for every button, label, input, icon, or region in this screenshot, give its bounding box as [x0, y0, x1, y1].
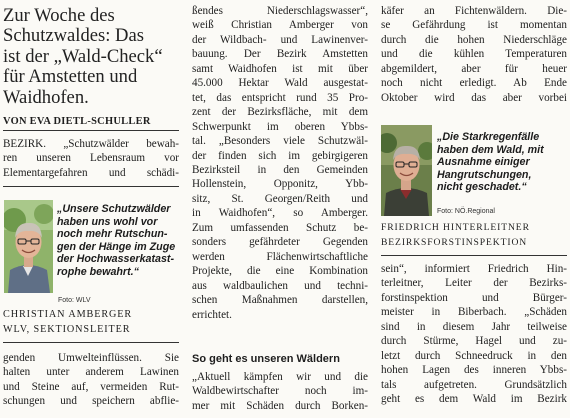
hinterleitner-photo-credit: Foto: NÖ.Regional	[437, 208, 495, 215]
text-line: zent der Bezirksfläche, mit dem	[192, 106, 368, 119]
text-line: errichtet.	[192, 308, 232, 321]
text-line: forstinspektion und Bürger-	[381, 291, 567, 304]
text-line: sind in diesem Jahr teilweise	[381, 320, 567, 333]
quote-line: haben uns wohl vor	[57, 215, 158, 228]
text-line: sitz, St. Georgen/Reith und	[192, 192, 368, 205]
text-line: tals aufgetreten. Grundsätzlich	[381, 378, 567, 391]
text-line: terleitner, Leiter der Bezirks-	[381, 277, 567, 290]
col3-quote-bottom-rule	[381, 255, 567, 256]
text-line: Projekte, die eine Kombination	[192, 265, 368, 278]
text-line: aus waldbaulichen und techni-	[192, 279, 368, 292]
text-line: Zum umfassenden Schutz be-	[192, 221, 368, 234]
text-line: der Wildbach- und Lawinenver-	[192, 33, 368, 46]
text-line: genden Umwelteinflüssen. Sie	[3, 352, 179, 364]
amberger-photo-credit: Foto: WLV	[58, 297, 91, 304]
byline: VON EVA DIETL-SCHULLER	[3, 116, 151, 127]
hinterleitner-quote	[437, 131, 544, 194]
col3-tail	[381, 262, 567, 407]
headline-line: ist der „Wald-Check“	[3, 45, 163, 67]
text-line: sein“, informiert Friedrich Hin-	[381, 263, 567, 275]
text-line: Waldbewirtschafter noch im-	[192, 385, 368, 398]
text-line: geht es dem Wald im Bezirk	[381, 393, 567, 406]
headline-line: für Amstetten und	[3, 66, 138, 88]
text-line: schungen und speichern abflie-	[3, 395, 179, 408]
col2-tail	[192, 370, 368, 413]
headline-line: Zur Woche des	[3, 5, 115, 26]
quote-line: nicht geschadet.“	[437, 181, 527, 193]
headline	[3, 6, 179, 108]
text-line: durch die hohen Niederschläge	[381, 33, 567, 46]
text-line: sonders gefährdeter Gegenden	[192, 236, 368, 249]
text-line: hohen Lagen des inneren Ybbs-	[381, 364, 567, 377]
subhead: So geht es unseren Wäldern	[192, 353, 340, 365]
amberger-photo	[4, 200, 53, 293]
text-line: letzt durch Schneedruck in den	[381, 349, 567, 362]
quote-line: „Unsere Schutzwälder	[57, 203, 171, 215]
col2-main	[192, 4, 368, 322]
hinterleitner-photo	[381, 125, 432, 216]
col1-lead	[3, 137, 179, 180]
text-line: BEZIRK. „Schutzwälder bewah-	[3, 138, 179, 150]
text-line: weiß Christian Amberger von	[192, 19, 368, 32]
caption-name: CHRISTIAN AMBERGER	[3, 309, 133, 320]
quote-line: gen der Hänge im Zuge	[57, 240, 176, 253]
amberger-quote	[57, 203, 175, 278]
quote-line: Hangrutschungen,	[437, 168, 532, 181]
caption-role: WLV, SEKTIONSLEITER	[3, 323, 131, 335]
text-line: schen Maßnahmen darstellen,	[192, 294, 368, 307]
col1-tail	[3, 351, 179, 409]
text-line: mer mit Schäden durch Borken-	[192, 399, 368, 412]
quote-line: haben dem Wald, mit	[437, 143, 544, 156]
text-line: 45.000 Hektar Wald ausgestat-	[192, 77, 368, 90]
text-line: se Gefährdung ist momentan	[381, 19, 567, 32]
text-line: noch nicht erledigt. Ab Ende	[381, 77, 567, 90]
caption-name: FRIEDRICH HINTERLEITNER	[381, 222, 530, 233]
col3-top	[381, 4, 567, 105]
text-line: abgemildert, aber für heuer	[381, 62, 567, 75]
text-line: durch Stürme, Hagel und zu-	[381, 335, 567, 348]
byline-rule	[3, 130, 179, 131]
text-line: „Aktuell kämpfen wir und die	[192, 371, 368, 383]
hinterleitner-caption	[381, 221, 530, 250]
quote-top-rule	[3, 186, 179, 187]
headline-line: Waidhofen.	[3, 86, 89, 108]
text-line: Oktober wird das aber vorbei	[381, 91, 567, 104]
text-line: der finden sich im gebirgigeren	[192, 149, 368, 162]
headline-line: Schutzwaldes: Das	[3, 25, 144, 47]
text-line: Hollenstein, Opponitz, Ybb-	[192, 178, 368, 191]
text-line: tal. „Besonders viele Schutzwäl-	[192, 135, 368, 148]
quote-line: „Die Starkregenfälle	[437, 131, 540, 143]
quote-bottom-rule	[3, 342, 179, 343]
text-line: bauung. Der Bezirk Amstetten	[192, 48, 368, 61]
text-line: ßendes Niederschlagswasser“,	[192, 5, 368, 17]
text-line: samt Waidhofen ist mit über	[192, 62, 368, 75]
quote-line: der Hochwasserkatast-	[57, 253, 175, 265]
text-line: käfer an Fichtenwäldern. Die-	[381, 5, 567, 17]
text-line: tet, das entspricht rund 35 Pro-	[192, 91, 368, 104]
text-line: und die kühlen Temperaturen	[381, 48, 567, 61]
text-line: Elementargefahren und schädi-	[3, 166, 179, 179]
text-line: Bezirksteil in den Gemeinden	[192, 163, 368, 176]
quote-line: Ausnahme einiger	[437, 156, 530, 168]
quote-line: noch mehr Rutschun-	[57, 228, 168, 240]
text-line: Schwerpunkt im oberen Ybbs-	[192, 120, 368, 133]
text-line: halten unter anderem Lawinen	[3, 366, 179, 379]
text-line: meister in Biberbach. „Schäden	[381, 306, 567, 319]
text-line: werden Flächenwirtschaftliche	[192, 250, 368, 263]
text-line: und Steine auf, vermeiden Rut-	[3, 380, 179, 393]
caption-role: BEZIRKSFORSTINSPEKTION	[381, 236, 528, 248]
quote-line: rophe bewahrt.“	[57, 265, 139, 278]
text-line: in Waidhofen“, so Amberger.	[192, 207, 368, 220]
amberger-caption	[3, 308, 132, 337]
text-line: ren unseren Lebensraum vor	[3, 152, 179, 165]
